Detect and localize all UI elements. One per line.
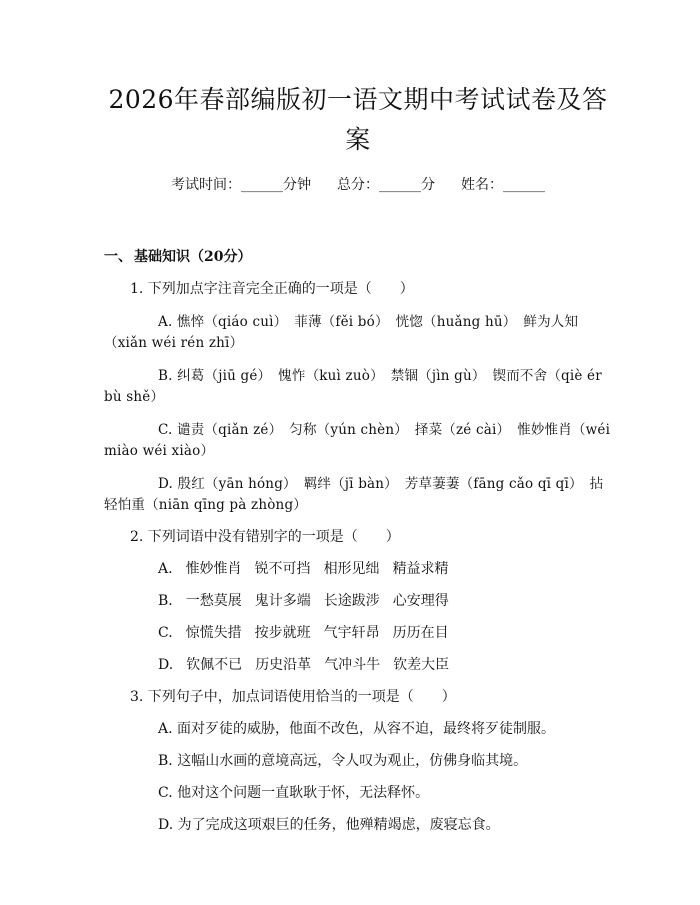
total-score-field: 总分：______分	[337, 177, 435, 193]
option-word: 心安理得	[392, 593, 449, 609]
option-word: 惟妙惟肖	[185, 561, 242, 577]
student-name-field: 姓名：______	[461, 177, 545, 193]
option-word: 惊慌失措	[185, 625, 242, 641]
option-d: D. 为了完成这项艰巨的任务，他殚精竭虑，废寝忘食。	[158, 817, 500, 833]
exam-info-line	[104, 174, 612, 196]
option-word: 气冲斗牛	[324, 657, 381, 673]
option-b: B. 纠葛（jiū gé） 愧怍（kuì zuò） 禁锢（jìn gù） 锲而不舍（qiè ér bù shě）	[104, 368, 602, 405]
option-word: 按步就班	[254, 625, 311, 641]
option-c: C. 谴责（qiǎn zé） 匀称（yún chèn） 择菜（zé cài） 惟妙惟肖（wéi miào wéi xiào）	[104, 422, 611, 459]
option-b: B. 这幅山水画的意境高远，令人叹为观止，仿佛身临其境。	[158, 753, 528, 769]
option-word: 钦差大臣	[393, 657, 450, 673]
option-word: 锐不可挡	[254, 561, 311, 577]
option-letter: C.	[158, 625, 173, 641]
option-word: 精益求精	[392, 561, 449, 577]
option-a: A. 面对歹徒的威胁，他面不改色，从容不迫，最终将歹徒制服。	[158, 721, 556, 737]
option-word: 长途跋涉	[323, 593, 380, 609]
option-word: 气宇轩昂	[323, 625, 380, 641]
question-3	[104, 686, 612, 836]
option-word: 历史沿革	[255, 657, 312, 673]
option-word: 一愁莫展	[185, 593, 242, 609]
option-letter: D.	[158, 657, 174, 673]
question-2	[104, 526, 612, 676]
option-letter: B.	[158, 593, 173, 609]
question-stem: 1. 下列加点字注音完全正确的一项是（ ）	[130, 281, 414, 297]
option-word: 历历在目	[392, 625, 449, 641]
option-word: 相形见绌	[323, 561, 380, 577]
option-word: 钦佩不已	[186, 657, 243, 673]
question-stem: 2. 下列词语中没有错别字的一项是（ ）	[130, 529, 400, 545]
section-heading	[104, 246, 612, 268]
section-title: 基础知识（20分）	[134, 249, 252, 265]
question-stem: 3. 下列句子中，加点词语使用恰当的一项是（ ）	[130, 689, 456, 705]
option-a: A. 憔悴（qiáo cuì） 菲薄（fěi bó） 恍惚（huǎng hū） 鲜为人知（xiǎn wéi rén zhī）	[104, 314, 579, 351]
question-1	[104, 278, 612, 516]
section-number: 一、	[104, 249, 132, 265]
option-letter: A.	[158, 561, 173, 577]
option-word: 鬼计多端	[254, 593, 311, 609]
option-c	[104, 623, 612, 644]
option-d	[104, 655, 612, 676]
option-b	[104, 591, 612, 612]
option-c: C. 他对这个问题一直耿耿于怀，无法释怀。	[158, 785, 430, 801]
page-title: 2026年春部编版初一语文期中考试试卷及答案	[108, 85, 608, 154]
option-a	[104, 559, 612, 580]
option-d: D. 殷红（yān hóng） 羁绊（jī bàn） 芳草萋萋（fāng cǎo qī qī） 拈轻怕重（niān qīng pà zhòng）	[104, 476, 604, 513]
exam-time-field: 考试时间：______分钟	[171, 177, 311, 193]
